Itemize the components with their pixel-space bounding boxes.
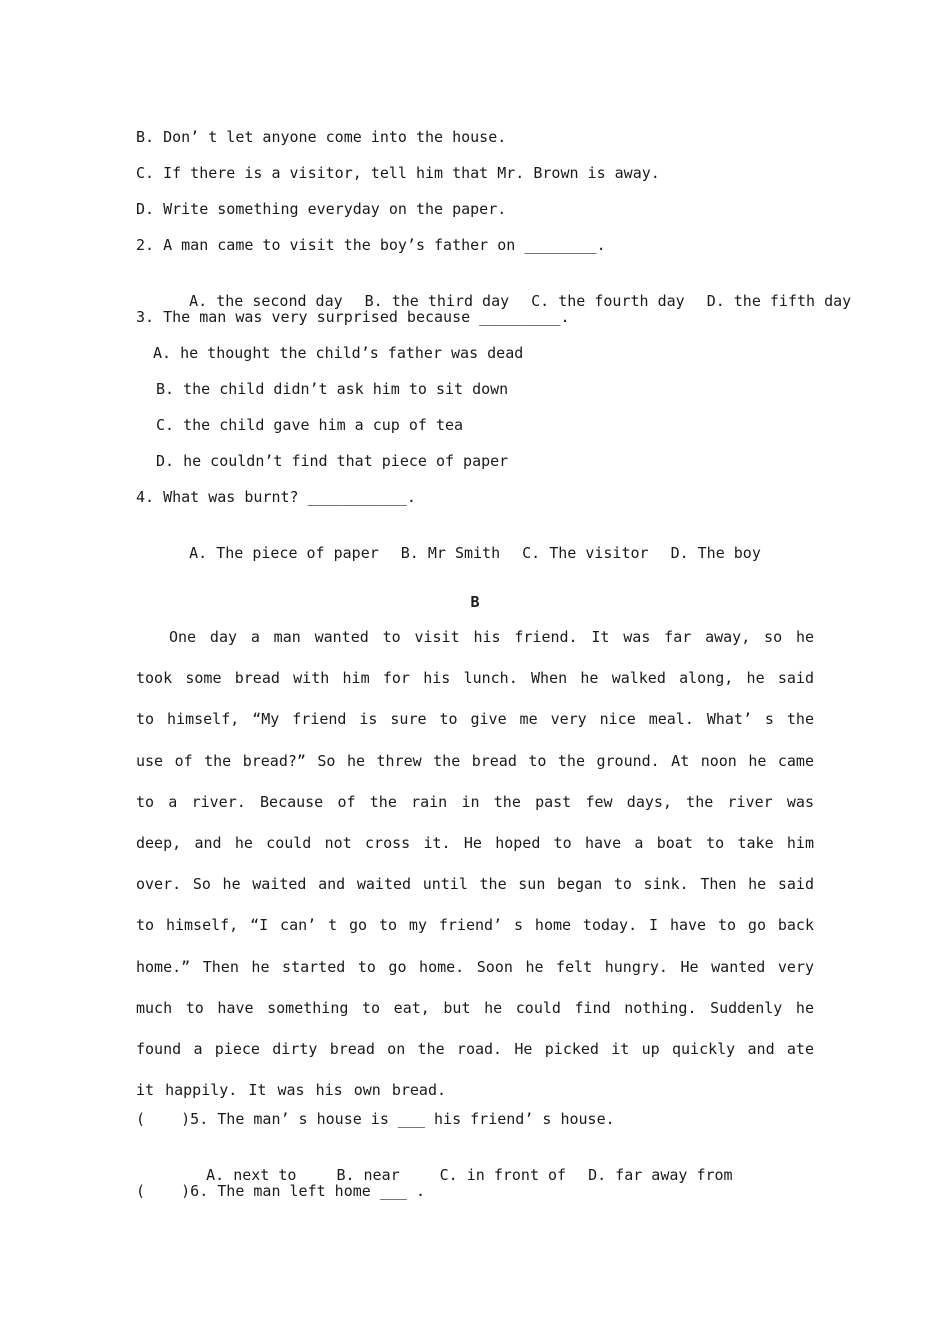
q3-option-d: D. he couldn’t find that piece of paper bbox=[156, 452, 509, 470]
q5-stem: ( )5. The man’ s house is ___ his friend’ s house. bbox=[136, 1110, 615, 1128]
q1-option-c: C. If there is a visitor, tell him that Mr. Brown is away. bbox=[136, 164, 660, 182]
q2-option-d: D. the fifth day bbox=[706, 292, 852, 310]
section-b-passage: One day a man wanted to visit his friend. It was far away, so he took some bread with him for his lunch. When he walked along, he said to himself, “My friend is sure to give me very nice meal. What’ s the use of the bread?” So he threw the bread to the ground. At noon he came to a river. Because of the rain in the past few days, the river was deep, and he could not cross it. He hoped to have a boat to take him over. So he waited and waited until the sun began to sink. Then he said to himself, “I can’ t go to my friend’ s home today. I have to go back home.” Then he started to go home. Soon he felt hungry. He wanted very much to have something to eat, but he could find nothing. Suddenly he found a piece dirty bread on the road. He picked it up quickly and ate it happily. It was his own bread. bbox=[136, 628, 814, 1100]
q4-option-c: C. The visitor bbox=[522, 544, 649, 562]
q2-option-c: C. the fourth day bbox=[531, 292, 685, 310]
q4-option-b: B. Mr Smith bbox=[400, 544, 501, 562]
q5-option-b: B. near bbox=[336, 1166, 400, 1184]
q4-option-a: A. The piece of paper bbox=[189, 544, 379, 562]
q3-option-a: A. he thought the child’s father was dead bbox=[153, 344, 524, 362]
q2-stem: 2. A man came to visit the boy’s father on ________. bbox=[136, 236, 606, 254]
q3-stem: 3. The man was very surprised because _________. bbox=[136, 308, 570, 326]
q3-option-c: C. the child gave him a cup of tea bbox=[156, 416, 464, 434]
section-b-heading: B bbox=[470, 593, 480, 611]
q5-option-c: C. in front of bbox=[439, 1166, 567, 1184]
q4-option-d: D. The boy bbox=[670, 544, 761, 562]
q5-option-d: D. far away from bbox=[588, 1166, 733, 1184]
q1-option-d: D. Write something everyday on the paper. bbox=[136, 200, 507, 218]
q4-stem: 4. What was burnt? ___________. bbox=[136, 488, 416, 506]
q5-option-a: A. next to bbox=[206, 1166, 297, 1184]
q6-stem: ( )6. The man left home ___ . bbox=[136, 1182, 425, 1200]
q3-option-b: B. the child didn’t ask him to sit down bbox=[156, 380, 509, 398]
q2-option-a: A. the second day bbox=[189, 292, 343, 310]
q4-options bbox=[153, 523, 783, 583]
q1-option-b: B. Don’ t let anyone come into the house. bbox=[136, 128, 507, 146]
q2-option-b: B. the third day bbox=[364, 292, 510, 310]
